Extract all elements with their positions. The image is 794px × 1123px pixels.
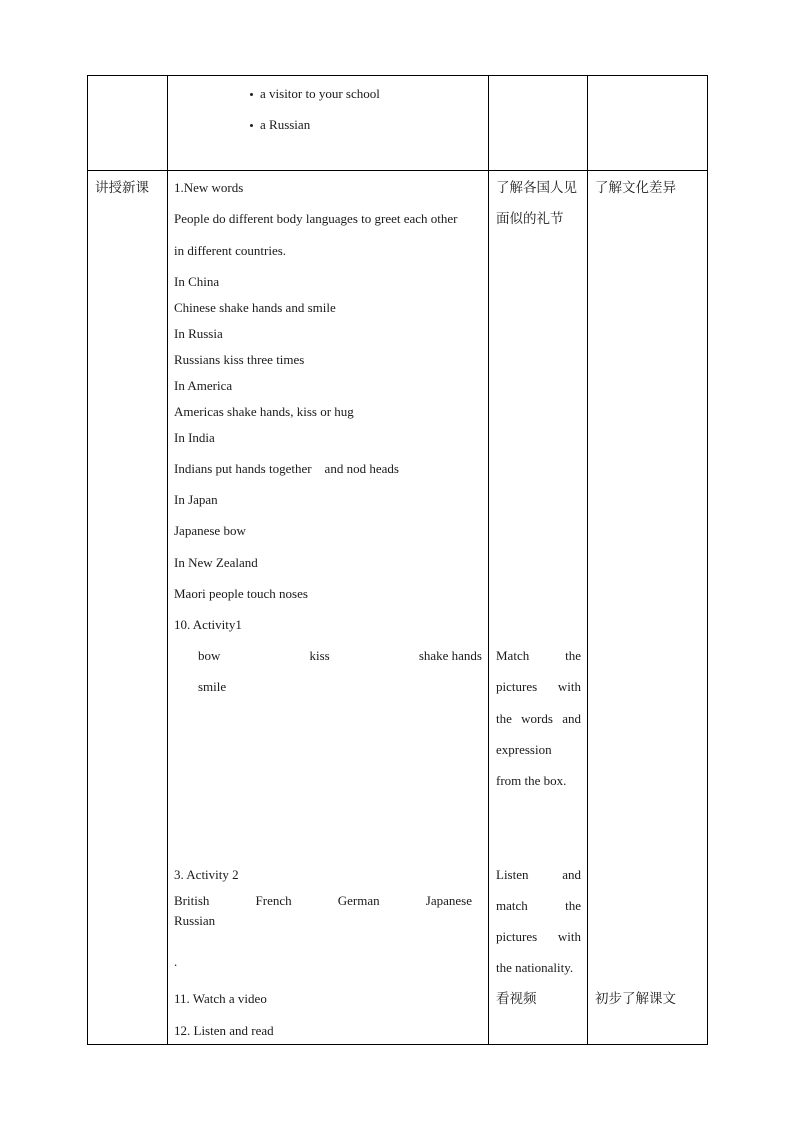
table-cell (168, 76, 489, 171)
goal-text: 了解文化差异 (595, 180, 676, 196)
purpose-text: 面似的礼节 (496, 211, 564, 227)
word-option: British (174, 893, 210, 908)
purpose-line (496, 711, 581, 727)
lesson-plan-table (87, 75, 708, 1045)
word-option: smile (198, 679, 227, 694)
purpose-word: the (496, 711, 512, 726)
purpose-word: with (557, 929, 581, 944)
activity1-title: 10. Activity1 (174, 617, 242, 632)
listen-read-step: 12. Listen and read (174, 1023, 274, 1038)
goal-cell (588, 171, 707, 1044)
greeting-line: Maori people touch noses (174, 586, 308, 601)
purpose-line (496, 867, 581, 883)
activity1-word-box (198, 648, 482, 664)
greeting-line: In Russia (174, 326, 223, 341)
new-words-title: 1.New words (174, 180, 244, 195)
section-label: 讲授新课 (95, 180, 149, 196)
purpose-word: match (496, 898, 528, 913)
bullet-dot-icon (250, 124, 253, 127)
purpose-word: with (557, 679, 581, 694)
table-row (88, 76, 708, 171)
bullet-text: a visitor to your school (260, 86, 380, 101)
table-cell (88, 76, 168, 171)
bullet-item (250, 86, 380, 102)
purpose-cell (489, 171, 587, 1044)
purpose-word: words (521, 711, 553, 726)
word-option: Russian (174, 913, 216, 928)
purpose-word: pictures (496, 929, 538, 944)
stray-dot: . (174, 954, 178, 969)
word-option: German (337, 893, 380, 908)
purpose-line (496, 929, 581, 945)
greeting-line: Russians kiss three times (174, 352, 305, 367)
purpose-word: and (562, 711, 581, 726)
purpose-word: and (562, 867, 581, 882)
table-cell (88, 171, 168, 1045)
watch-video-step: 11. Watch a video (174, 991, 267, 1006)
table-cell (489, 171, 588, 1045)
greeting-line: In New Zealand (174, 555, 258, 570)
bullet-dot-icon (250, 93, 253, 96)
table-cell (168, 171, 489, 1045)
purpose-word: Listen (496, 867, 529, 882)
word-option: Japanese (425, 893, 472, 908)
table-row (88, 171, 708, 1045)
purpose-word: pictures (496, 679, 538, 694)
purpose-text: 看视频 (496, 991, 537, 1007)
greeting-line: In India (174, 430, 215, 445)
purpose-word: the (565, 648, 581, 663)
word-option: shake hands (418, 648, 482, 663)
purpose-line: expression (496, 742, 552, 757)
purpose-line: from the box. (496, 773, 567, 788)
activity2-word-box (174, 893, 472, 909)
greeting-line: In America (174, 378, 233, 393)
goal-text: 初步了解课文 (595, 991, 676, 1007)
greeting-line: Chinese shake hands and smile (174, 300, 336, 315)
word-option: French (255, 893, 292, 908)
intro-text: in different countries. (174, 243, 287, 258)
content-cell (168, 171, 488, 1044)
greeting-line: Japanese bow (174, 523, 246, 538)
bullet-item (250, 117, 310, 133)
purpose-word: Match (496, 648, 530, 663)
intro-text: People do different body languages to greet each other (174, 211, 458, 226)
greeting-line: In China (174, 274, 220, 289)
table-cell (489, 76, 588, 171)
word-option: kiss (309, 648, 330, 663)
purpose-line (496, 679, 581, 695)
table-cell (588, 76, 708, 171)
word-option: bow (198, 648, 221, 663)
activity2-title: 3. Activity 2 (174, 867, 239, 882)
purpose-line: the nationality. (496, 960, 574, 975)
greeting-line: In Japan (174, 492, 218, 507)
purpose-line (496, 898, 581, 914)
greeting-line: Americas shake hands, kiss or hug (174, 404, 354, 419)
purpose-line (496, 648, 581, 664)
greeting-line: Indians put hands together and nod heads (174, 461, 399, 476)
bullet-text: a Russian (260, 117, 311, 132)
purpose-word: the (565, 898, 581, 913)
table-cell (588, 171, 708, 1045)
purpose-text: 了解各国人见 (496, 180, 577, 196)
